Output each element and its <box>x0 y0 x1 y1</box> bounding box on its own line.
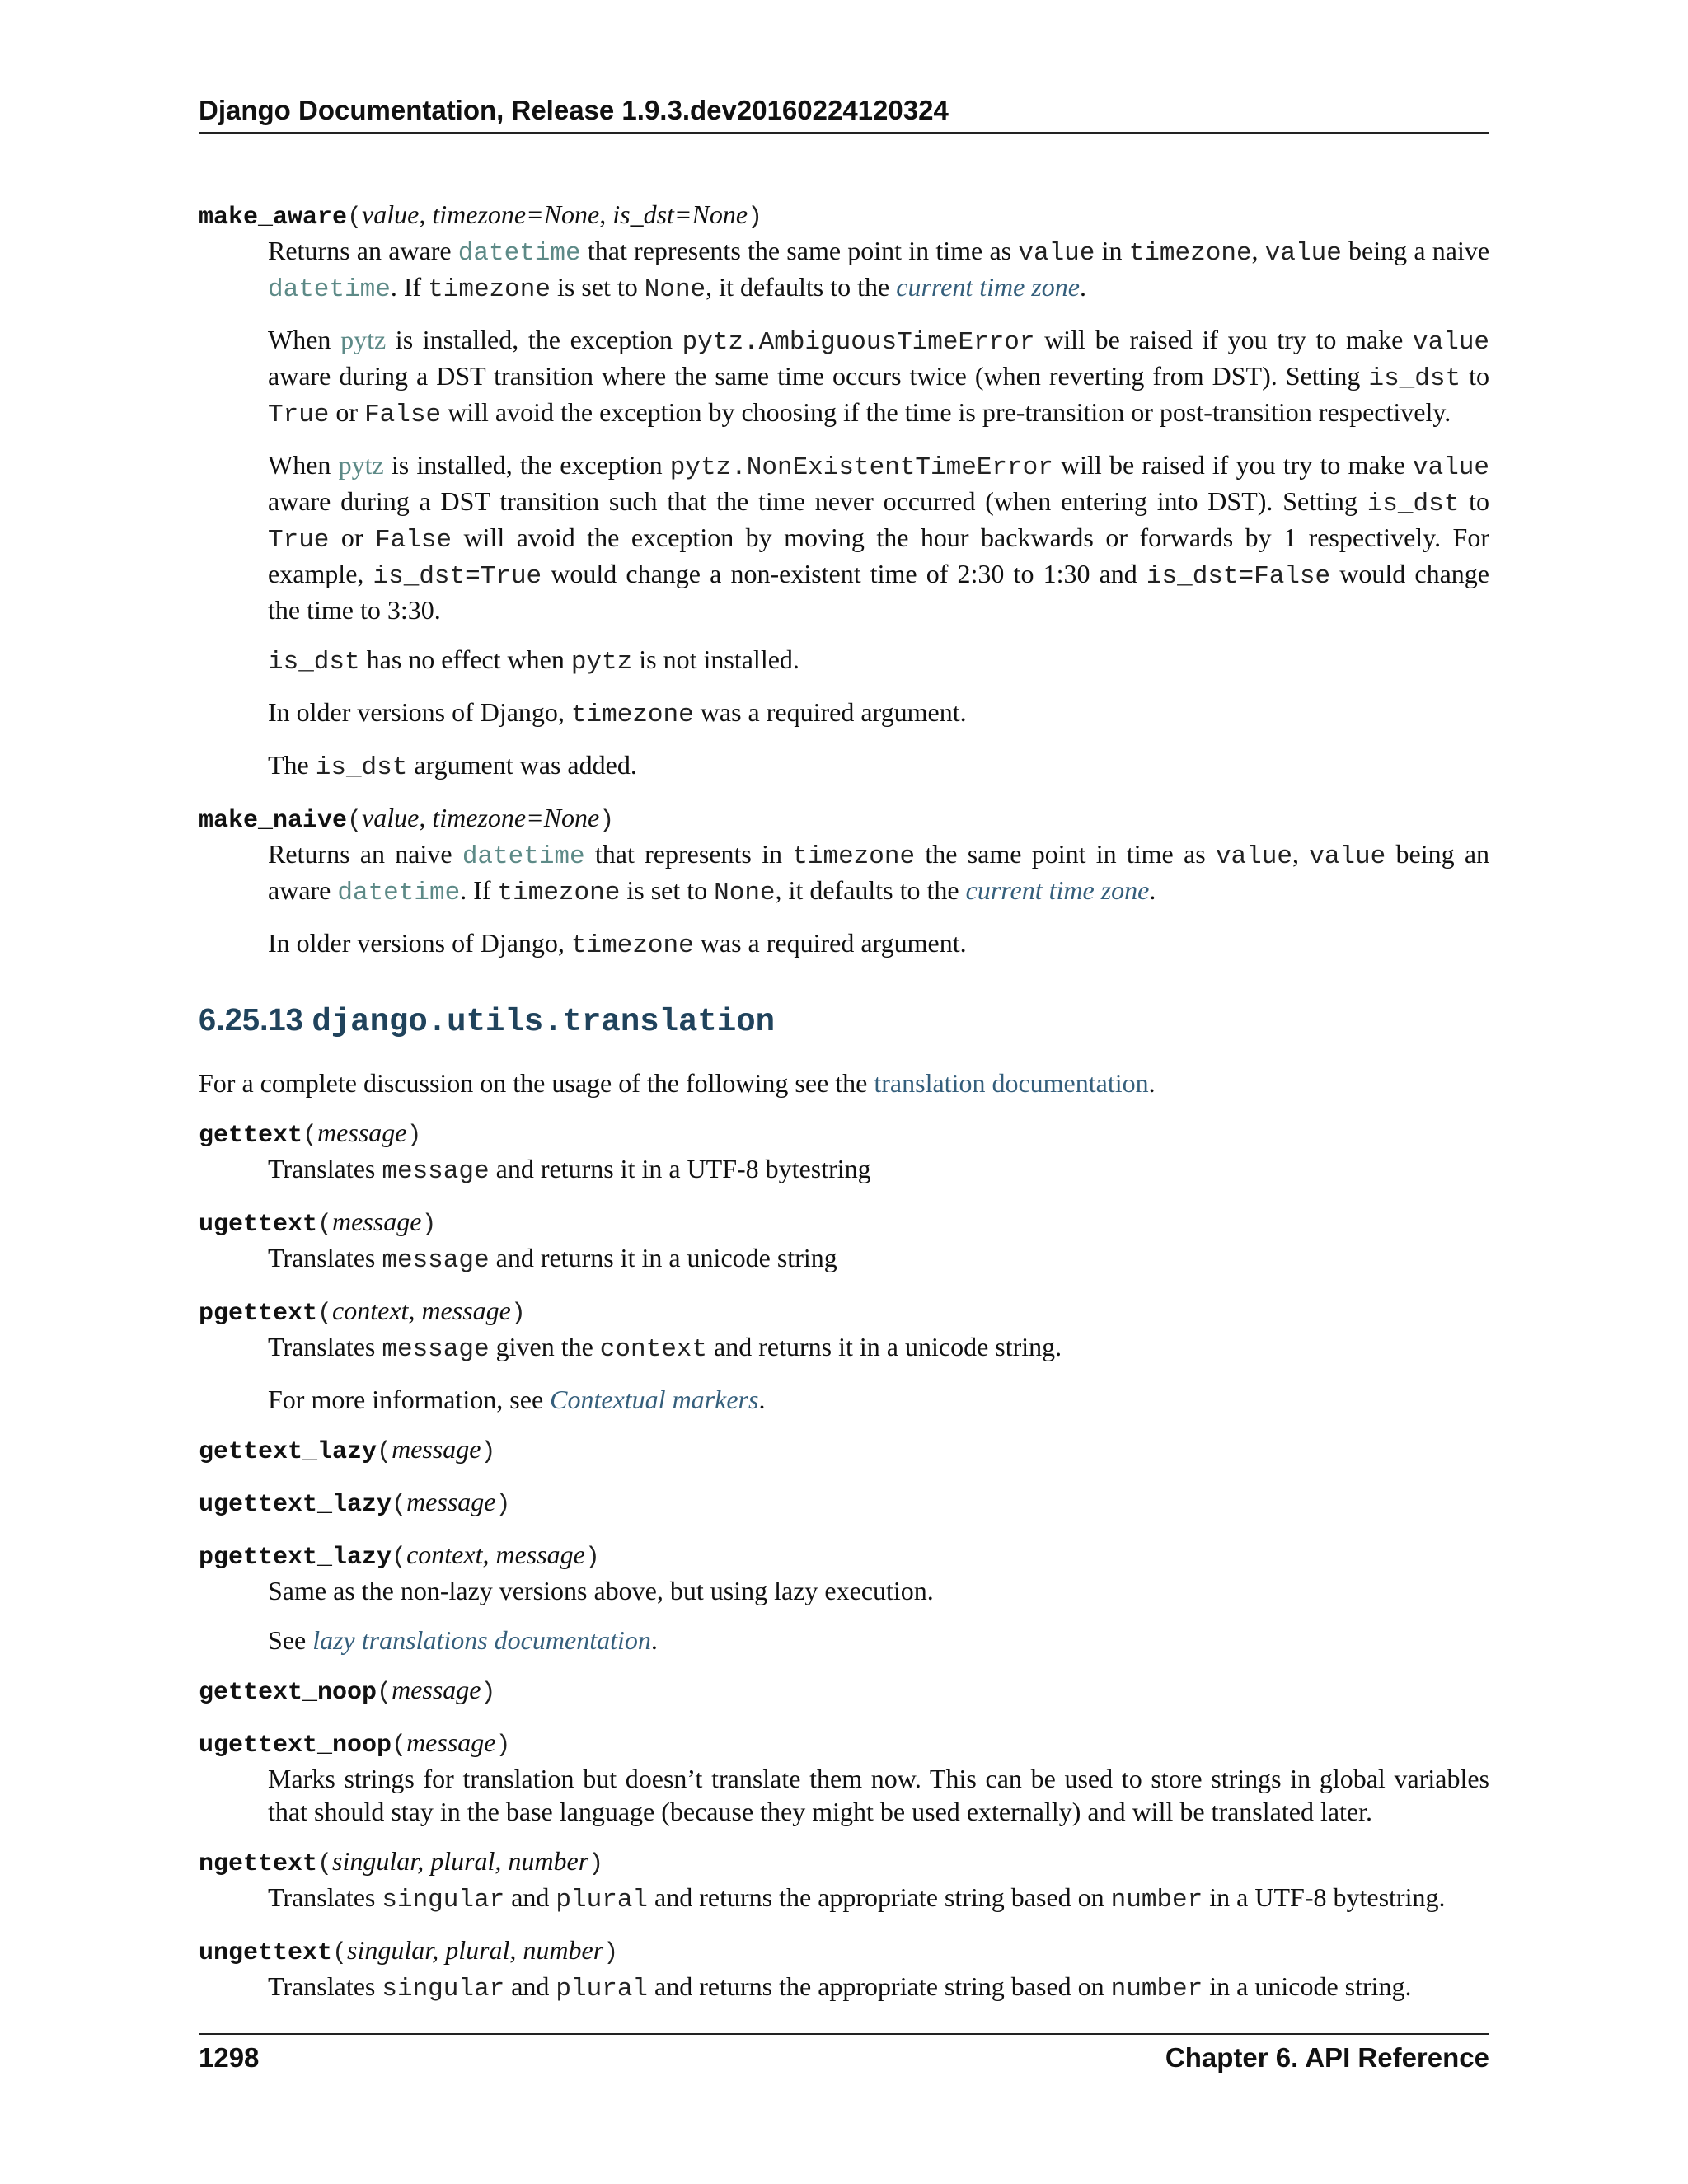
function-gettext-noop <box>199 1673 1489 1709</box>
signature-ungettext: ungettext(singular, plural, number) <box>199 1935 619 1967</box>
function-make-aware <box>199 198 1489 785</box>
paragraph: In older versions of Django, timezone was a required argument. <box>268 928 967 960</box>
function-name: ngettext <box>199 1850 318 1878</box>
signature-ugettext: ugettext(message) <box>199 1207 437 1239</box>
datetime-link[interactable]: datetime <box>337 879 461 907</box>
current-time-zone-link[interactable]: current time zone <box>965 875 1150 905</box>
function-ungettext <box>199 1933 1489 2006</box>
function-description <box>268 1762 1489 1828</box>
function-pgettext <box>199 1294 1489 1416</box>
pytz-link[interactable]: pytz <box>340 325 387 354</box>
function-params: singular, plural, number <box>347 1935 604 1965</box>
function-name: ugettext_lazy <box>199 1491 392 1519</box>
signature-make-aware: make_aware(value, timezone=None, is_dst=None) <box>199 199 763 232</box>
section-number: 6.25.13 <box>199 1003 303 1038</box>
datetime-link[interactable]: datetime <box>462 842 585 871</box>
function-name: gettext_lazy <box>199 1438 377 1466</box>
function-name: make_aware <box>199 204 348 232</box>
paragraph: Returns an naive datetime that represents in timezone the same point in time as value, value being an aware datetime. If timezone is set to None, it defaults to the current time zone. <box>268 839 1490 907</box>
function-name: gettext_noop <box>199 1679 377 1707</box>
contextual-markers-link[interactable]: Contextual markers <box>550 1385 759 1414</box>
paragraph: Returns an aware datetime that represents the same point in time as value in timezone, value being a naive datetime. If timezone is set to None, it defaults to the current time zone. <box>268 236 1490 304</box>
function-description <box>268 234 1489 785</box>
paragraph: Marks strings for translation but doesn’t translate them now. This can be used to store strings in global variables that should stay in the base language (because they might be used externally) and will be translated later. <box>268 1764 1489 1826</box>
running-header <box>199 92 1489 134</box>
paragraph: When pytz is installed, the exception pytz.AmbiguousTimeError will be raised if you try to make value aware during a DST transition where the same time occurs twice (when reverting from DST). Setting is_dst to True or False will avoid the exception by choosing if the time is pre-transition or post-transition respectively. <box>268 325 1490 429</box>
paragraph: For more information, see Contextual markers. <box>268 1385 766 1414</box>
paragraph: When pytz is installed, the exception pytz.NonExistentTimeError will be raised if you try to make value aware during a DST transition such that the time never occurred (when entering into DST). Setting is_dst to True or False will avoid the exception by moving the hour backwards or forwards by 1 respectively. For example, is_dst=True would change a non-existent time of 2:30 to 1:30 and is_dst=False would change the time to 3:30. <box>268 450 1490 625</box>
function-description <box>268 1152 1489 1188</box>
function-name: pgettext <box>199 1300 318 1328</box>
running-footer <box>199 2033 1489 2078</box>
function-params: context, message <box>332 1296 511 1325</box>
function-name: make_naive <box>199 807 348 835</box>
function-ngettext <box>199 1844 1489 1917</box>
paragraph: is_dst has no effect when pytz is not installed. <box>268 644 799 677</box>
signature-ngettext: ngettext(singular, plural, number) <box>199 1846 604 1878</box>
function-name: pgettext_lazy <box>199 1544 392 1572</box>
paragraph: Translates singular and plural and returns the appropriate string based on number in a unicode string. <box>268 1971 1412 2004</box>
paragraph: Translates singular and plural and returns the appropriate string based on number in a UTF-8 bytestring. <box>268 1882 1446 1915</box>
paragraph: See lazy translations documentation. <box>268 1625 658 1655</box>
function-pgettext-lazy <box>199 1538 1489 1657</box>
datetime-link[interactable]: datetime <box>268 275 391 304</box>
function-params: message <box>317 1118 407 1147</box>
function-params: value, timezone=None <box>362 803 600 832</box>
signature-pgettext-lazy: pgettext_lazy(context, message) <box>199 1540 600 1572</box>
signature-pgettext: pgettext(context, message) <box>199 1296 526 1328</box>
function-name: ugettext_noop <box>199 1732 392 1760</box>
function-description <box>268 1330 1489 1416</box>
header-title: Django Documentation, Release 1.9.3.dev20160224120324 <box>199 95 949 125</box>
function-ugettext-noop <box>199 1726 1489 1828</box>
current-time-zone-link[interactable]: current time zone <box>896 272 1080 302</box>
function-params: message <box>332 1207 422 1236</box>
page-number: 1298 <box>199 2042 260 2073</box>
datetime-link[interactable]: datetime <box>457 239 581 268</box>
paragraph: Translates message and returns it in a UTF-8 bytestring <box>268 1154 871 1186</box>
section-module-name: django.utils.translation <box>312 1004 776 1040</box>
function-description <box>268 837 1489 963</box>
pytz-link[interactable]: pytz <box>338 450 384 480</box>
paragraph: Same as the non-lazy versions above, but using lazy execution. <box>268 1576 934 1605</box>
paragraph: In older versions of Django, timezone was a required argument. <box>268 697 967 729</box>
function-params: message <box>392 1675 481 1704</box>
function-params: singular, plural, number <box>332 1846 589 1876</box>
function-name: ugettext <box>199 1211 318 1239</box>
translation-documentation-link[interactable]: translation documentation <box>874 1068 1149 1098</box>
function-params: message <box>406 1487 496 1516</box>
chapter-title: Chapter 6. API Reference <box>1165 2042 1489 2073</box>
signature-gettext-lazy: gettext_lazy(message) <box>199 1434 496 1466</box>
function-ugettext-lazy <box>199 1485 1489 1521</box>
section-intro: For a complete discussion on the usage of the following see the translation documentation. <box>199 1068 1156 1098</box>
function-params: message <box>406 1727 496 1757</box>
function-name: ungettext <box>199 1939 333 1967</box>
function-ugettext <box>199 1205 1489 1277</box>
function-gettext <box>199 1116 1489 1188</box>
signature-ugettext-lazy: ugettext_lazy(message) <box>199 1487 511 1519</box>
function-params: value, timezone=None, is_dst=None <box>362 199 748 229</box>
paragraph: The is_dst argument was added. <box>268 750 637 782</box>
function-name: gettext <box>199 1122 303 1150</box>
signature-gettext-noop: gettext_noop(message) <box>199 1675 496 1707</box>
function-description <box>268 1970 1489 2006</box>
function-description <box>268 1241 1489 1277</box>
signature-make-naive: make_naive(value, timezone=None) <box>199 803 615 835</box>
signature-ugettext-noop: ugettext_noop(message) <box>199 1727 511 1760</box>
paragraph: Translates message given the context and returns it in a unicode string. <box>268 1332 1062 1364</box>
paragraph: Translates message and returns it in a unicode string <box>268 1243 837 1275</box>
function-description <box>268 1574 1489 1657</box>
function-description <box>268 1881 1489 1917</box>
function-params: context, message <box>406 1540 585 1569</box>
function-gettext-lazy <box>199 1432 1489 1469</box>
signature-gettext: gettext(message) <box>199 1118 422 1150</box>
lazy-translations-link[interactable]: lazy translations documentation <box>312 1625 651 1655</box>
page-body <box>199 198 1489 2022</box>
function-make-naive <box>199 801 1489 963</box>
function-params: message <box>392 1434 481 1464</box>
section-heading <box>199 1001 1489 1042</box>
